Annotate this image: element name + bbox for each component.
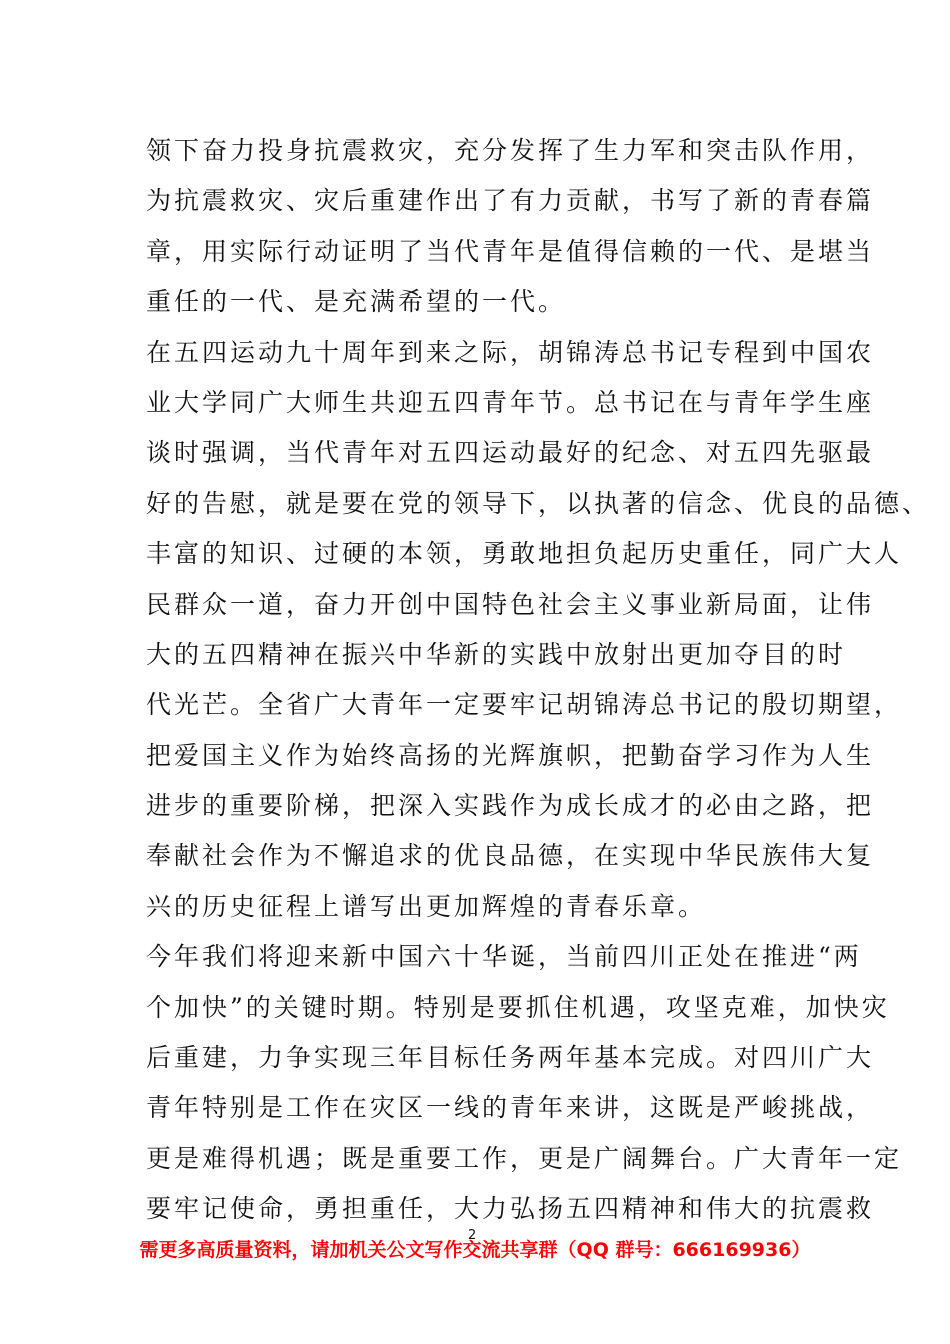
- text-line: 进步的重要阶梯，把深入实践作为成长成才的必由之路，把: [146, 791, 875, 821]
- text-line: 把爱国主义作为始终高扬的光辉旗帜，把勤奋学习作为人生: [146, 740, 875, 770]
- text-line: 兴的历史征程上谱写出更加辉煌的青春乐章。: [146, 891, 707, 921]
- text-line: 章，用实际行动证明了当代青年是值得信赖的一代、是堪当: [146, 236, 875, 266]
- text-line: 更是难得机遇；既是重要工作，更是广阔舞台。广大青年一定: [146, 1143, 903, 1173]
- text-line: 后重建，力争实现三年目标任务两年基本完成。对四川广大: [146, 1043, 875, 1073]
- footer-banner: 需更多高质量资料，请加机关公文写作交流共享群（QQ 群号：666169936）: [139, 1239, 811, 1261]
- text-line: 谈时强调，当代青年对五四运动最好的纪念、对五四先驱最: [146, 438, 875, 468]
- text-line: 青年特别是工作在灾区一线的青年来讲，这既是严峻挑战，: [146, 1093, 875, 1123]
- text-line: 为抗震救灾、灾后重建作出了有力贡献，书写了新的青春篇: [146, 186, 875, 216]
- text-line: 今年我们将迎来新中国六十华诞，当前四川正处在推进“两: [146, 942, 862, 972]
- text-line: 好的告慰，就是要在党的领导下，以执著的信念、优良的品德、: [146, 488, 931, 518]
- text-line: 要牢记使命，勇担重任，大力弘扬五四精神和伟大的抗震救: [146, 1194, 875, 1224]
- text-line: 民群众一道，奋力开创中国特色社会主义事业新局面，让伟: [146, 589, 875, 619]
- body-text: [146, 126, 931, 1235]
- text-line: 在五四运动九十周年到来之际，胡锦涛总书记专程到中国农: [146, 337, 875, 367]
- text-line: 丰富的知识、过硬的本领，勇敢地担负起历史重任，同广大人: [146, 539, 903, 569]
- text-line: 业大学同广大师生共迎五四青年节。总书记在与青年学生座: [146, 387, 875, 417]
- page-number: 2: [468, 1228, 477, 1243]
- text-line: 代光芒。全省广大青年一定要牢记胡锦涛总书记的殷切期望，: [146, 690, 903, 720]
- text-line: 奉献社会作为不懈追求的优良品德，在实现中华民族伟大复: [146, 841, 875, 871]
- text-line: 大的五四精神在振兴中华新的实践中放射出更加夺目的时: [146, 639, 847, 669]
- text-line: 重任的一代、是充满希望的一代。: [146, 287, 567, 317]
- text-line: 个加快”的关键时期。特别是要抓住机遇，攻坚克难，加快灾: [146, 992, 890, 1022]
- text-line: 领下奋力投身抗震救灾，充分发挥了生力军和突击队作用，: [146, 136, 875, 165]
